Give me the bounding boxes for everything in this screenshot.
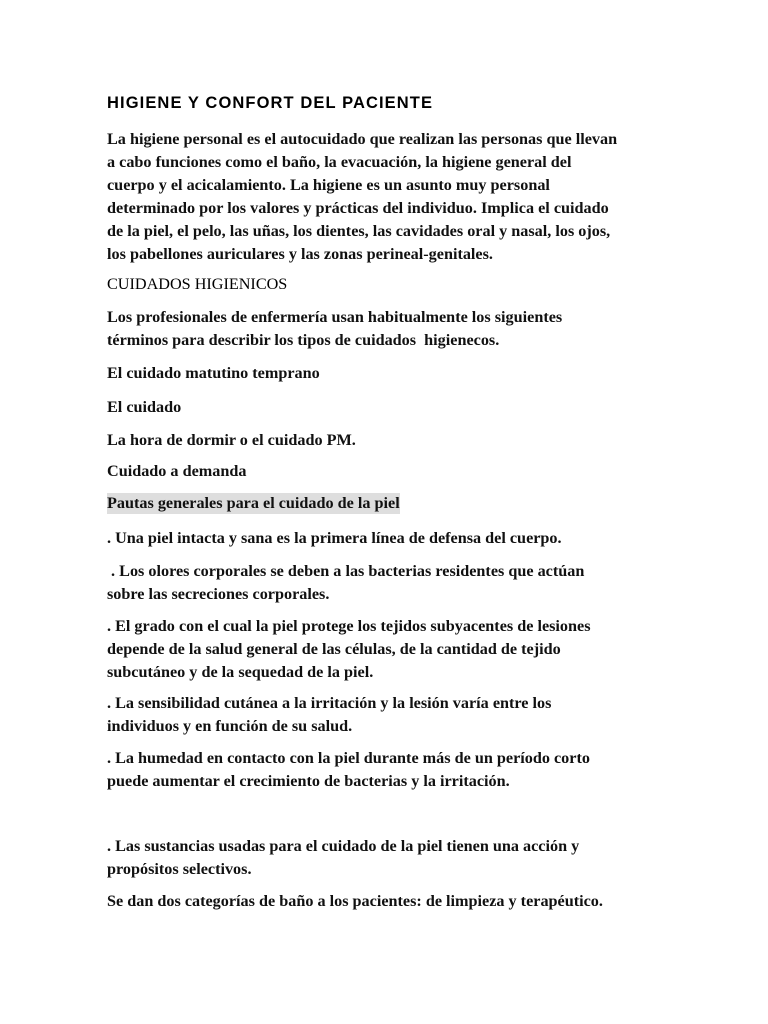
professionals-line: términos para describir los tipos de cuidados higienecos.: [107, 331, 500, 349]
skin-point: [107, 747, 590, 793]
section-heading: CUIDADOS HIGIENICOS: [107, 275, 288, 293]
skin-point-line: subcutáneo y de la sequedad de la piel.: [107, 663, 374, 681]
intro-line: de la piel, el pelo, las uñas, los dientes, las cavidades oral y nasal, los ojos,: [107, 222, 611, 240]
skin-point: [107, 835, 579, 881]
care-type-item: La hora de dormir o el cuidado PM.: [107, 431, 356, 449]
skin-point-line: depende de la salud general de las células, de la cantidad de tejido: [107, 640, 561, 658]
skin-point: [107, 692, 551, 738]
care-type-item: El cuidado matutino temprano: [107, 364, 320, 382]
skin-point-line: sobre las secreciones corporales.: [107, 585, 330, 603]
skin-point-line: . La sensibilidad cutánea a la irritación y la lesión varía entre los: [107, 694, 552, 712]
skin-point-line: . La humedad en contacto con la piel durante más de un período corto: [107, 749, 590, 767]
intro-line: los pabellones auriculares y las zonas perineal-genitales.: [107, 245, 493, 263]
professionals-line: Los profesionales de enfermería usan habitualmente los siguientes: [107, 308, 563, 326]
skin-point: [107, 527, 562, 550]
care-type-item: El cuidado: [107, 398, 182, 416]
intro-line: cuerpo y el acicalamiento. La higiene es un asunto muy personal: [107, 176, 550, 194]
intro-paragraph: [107, 128, 617, 266]
skin-point-line: . Las sustancias usadas para el cuidado de la piel tienen una acción y: [107, 837, 580, 855]
skin-point-line: . Una piel intacta y sana es la primera línea de defensa del cuerpo.: [107, 529, 562, 547]
professionals-paragraph: [107, 306, 562, 352]
skin-point-line: . El grado con el cual la piel protege los tejidos subyacentes de lesiones: [107, 617, 591, 635]
intro-line: a cabo funciones como el baño, la evacuación, la higiene general del: [107, 153, 572, 171]
skin-point-line: propósitos selectivos.: [107, 860, 252, 878]
skin-point-line: individuos y en función de su salud.: [107, 717, 353, 735]
bath-categories-sentence: Se dan dos categorías de baño a los pacientes: de limpieza y terapéutico.: [107, 892, 603, 910]
intro-line: determinado por los valores y prácticas del individuo. Implica el cuidado: [107, 199, 609, 217]
skin-care-heading: [107, 492, 400, 515]
skin-point-line: . Los olores corporales se deben a las bacterias residentes que actúan: [107, 562, 585, 580]
skin-point: [107, 560, 584, 606]
highlighted-heading-text: Pautas generales para el cuidado de la piel: [107, 494, 400, 512]
skin-point-line: puede aumentar el crecimiento de bacterias y la irritación.: [107, 772, 510, 790]
care-type-item: Cuidado a demanda: [107, 462, 247, 480]
document-title: HIGIENE Y CONFORT DEL PACIENTE: [107, 94, 434, 112]
skin-point: [107, 615, 591, 684]
intro-line: La higiene personal es el autocuidado que realizan las personas que llevan: [107, 130, 618, 148]
